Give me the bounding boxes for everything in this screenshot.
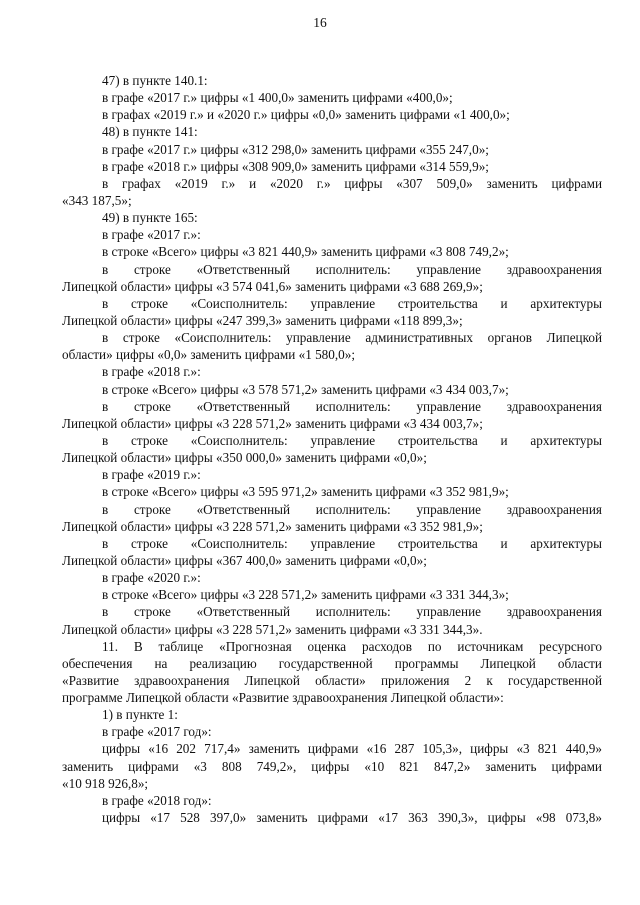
text-line: в графе «2020 г.»:	[102, 570, 201, 586]
text-line: цифры «17 528 397,0» заменить цифрами «17 363 390,3», цифры «98 073,8»	[102, 810, 602, 826]
page-number: 16	[313, 15, 327, 30]
document-body	[62, 72, 602, 826]
text-line: в строке «Соисполнитель: управление административных органов Липецкой	[102, 330, 602, 346]
text-line: «343 187,5»;	[62, 192, 132, 208]
text-line: Липецкой области» цифры «3 228 571,2» заменить цифрами «3 352 981,9»;	[62, 518, 483, 534]
text-line: 48) в пункте 141:	[102, 124, 198, 140]
text-line: в строке «Всего» цифры «3 821 440,9» заменить цифрами «3 808 749,2»;	[102, 244, 509, 260]
text-line: в строке «Соисполнитель: управление строительства и архитектуры	[102, 432, 602, 448]
text-line: обеспечения на реализацию государственной программы Липецкой области	[62, 655, 602, 671]
text-line: 11. В таблице «Прогнозная оценка расходов по источникам ресурсного	[102, 638, 602, 654]
text-line: Липецкой области» цифры «350 000,0» заменить цифрами «0,0»;	[62, 450, 427, 466]
text-line: Липецкой области» цифры «3 228 571,2» заменить цифрами «3 331 344,3».	[62, 621, 483, 637]
text-line: в графе «2018 год»:	[102, 792, 212, 808]
text-line: Липецкой области» цифры «247 399,3» заменить цифрами «118 899,3»;	[62, 312, 463, 328]
text-line: в графах «2019 г.» и «2020 г.» цифры «0,0» заменить цифрами «1 400,0»;	[102, 107, 510, 123]
text-line: в строке «Соисполнитель: управление строительства и архитектуры	[102, 535, 602, 551]
text-line: в строке «Соисполнитель: управление строительства и архитектуры	[102, 295, 602, 311]
text-line: «10 918 926,8»;	[62, 775, 149, 791]
text-line: в графе «2017 год»:	[102, 724, 212, 740]
text-line: в строке «Всего» цифры «3 228 571,2» заменить цифрами «3 331 344,3»;	[102, 587, 509, 603]
text-line: в строке «Всего» цифры «3 578 571,2» заменить цифрами «3 434 003,7»;	[102, 381, 509, 397]
text-line: в графе «2018 г.»:	[102, 364, 201, 380]
text-line: в графе «2018 г.» цифры «308 909,0» заменить цифрами «314 559,9»;	[102, 158, 489, 174]
text-line: в строке «Ответственный исполнитель: управление здравоохранения	[102, 604, 602, 620]
text-line: в графе «2017 г.» цифры «312 298,0» заменить цифрами «355 247,0»;	[102, 141, 489, 157]
text-line: программе Липецкой области «Развитие здравоохранения Липецкой области»:	[62, 690, 504, 706]
text-line: Липецкой области» цифры «367 400,0» заменить цифрами «0,0»;	[62, 552, 427, 568]
text-line: в графе «2019 г.»:	[102, 467, 201, 483]
text-line: в строке «Ответственный исполнитель: управление здравоохранения	[102, 398, 602, 414]
text-line: «Развитие здравоохранения Липецкой области» приложения 2 к государственной	[62, 672, 602, 688]
text-line: в графе «2017 г.»:	[102, 227, 201, 243]
text-line: 1) в пункте 1:	[102, 707, 178, 723]
text-line: в графах «2019 г.» и «2020 г.» цифры «307 509,0» заменить цифрами	[102, 175, 602, 191]
text-line: 49) в пункте 165:	[102, 210, 198, 226]
text-line: в строке «Ответственный исполнитель: управление здравоохранения	[102, 501, 602, 517]
text-line: заменить цифрами «3 808 749,2», цифры «10 821 847,2» заменить цифрами	[62, 758, 602, 774]
text-line: Липецкой области» цифры «3 574 041,6» заменить цифрами «3 688 269,9»;	[62, 278, 483, 294]
text-line: Липецкой области» цифры «3 228 571,2» заменить цифрами «3 434 003,7»;	[62, 415, 483, 431]
text-line: в строке «Ответственный исполнитель: управление здравоохранения	[102, 261, 602, 277]
text-line: области» цифры «0,0» заменить цифрами «1 580,0»;	[62, 347, 356, 363]
text-line: в графе «2017 г.» цифры «1 400,0» заменить цифрами «400,0»;	[102, 90, 453, 106]
text-line: в строке «Всего» цифры «3 595 971,2» заменить цифрами «3 352 981,9»;	[102, 484, 509, 500]
text-line: 47) в пункте 140.1:	[102, 73, 208, 88]
text-line: цифры «16 202 717,4» заменить цифрами «16 287 105,3», цифры «3 821 440,9»	[102, 741, 602, 757]
